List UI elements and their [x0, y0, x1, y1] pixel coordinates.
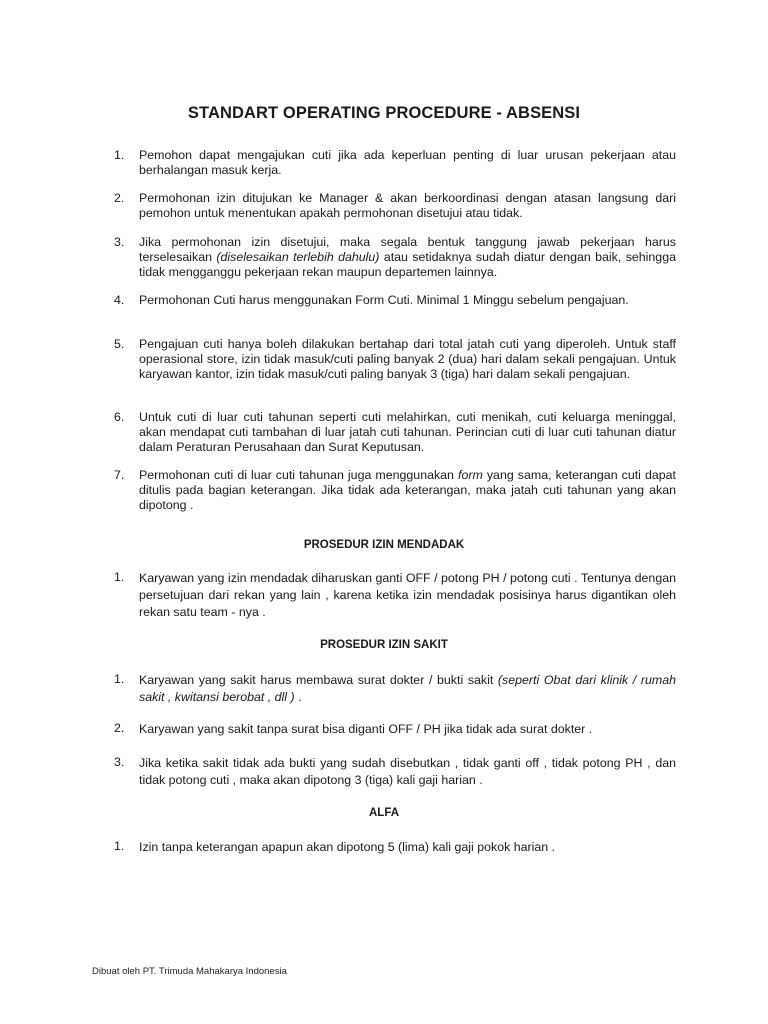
item-text: Permohonan cuti di luar cuti tahunan juga menggunakan form yang sama, keterangan cuti dapat ditulis pada bagian keterangan. Jika tidak ada keterangan, maka jatah cuti tahunan yang akan dipotong .	[139, 468, 676, 512]
item-number: 2.	[114, 191, 125, 205]
list-item	[114, 672, 676, 706]
item-number: 6.	[114, 410, 125, 424]
item-number: 1.	[114, 672, 125, 686]
item-number: 1.	[114, 839, 125, 853]
section-title-izin-mendadak: PROSEDUR IZIN MENDADAK	[303, 539, 465, 551]
item-text: Karyawan yang sakit tanpa surat bisa diganti OFF / PH jika tidak ada surat dokter .	[139, 722, 593, 736]
list-item	[114, 570, 676, 621]
item-text: Untuk cuti di luar cuti tahunan seperti cuti melahirkan, cuti menikah, cuti keluarga meninggal, akan mendapat cuti tambahan di luar jatah cuti tahunan. Perincian cuti di luar cuti tahunan diatur dalam Peraturan Perusahaan dan Surat Keputusan.	[139, 410, 676, 454]
item-text: Jika permohonan izin disetujui, maka segala bentuk tanggung jawab pekerjaan harus terselesaikan (diselesaikan terlebih dahulu) atau setidaknya sudah diatur dengan baik, sehingga tidak mengganggu pekerjaan rekan maupun departemen lainnya.	[139, 235, 676, 279]
list-item	[114, 755, 676, 789]
item-text: Pengajuan cuti hanya boleh dilakukan bertahap dari total jatah cuti yang diperoleh. Untuk staff operasional store, izin tidak masuk/cuti paling banyak 2 (dua) hari dalam sekali pengajuan. Untuk karyawan kantor, izin tidak masuk/cuti paling banyak 3 (tiga) hari dalam sekali pengajuan.	[139, 337, 676, 381]
list-item	[114, 235, 676, 279]
item-text: Izin tanpa keterangan apapun akan dipotong 5 (lima) kali gaji pokok harian .	[139, 840, 556, 854]
item-number: 1.	[114, 570, 125, 584]
list-item	[114, 468, 676, 512]
item-text: Jika ketika sakit tidak ada bukti yang sudah disebutkan , tidak ganti off , tidak potong PH , dan tidak potong cuti , maka akan dipotong 3 (tiga) kali gaji harian .	[139, 756, 676, 787]
document-title: STANDART OPERATING PROCEDURE - ABSENSI	[187, 104, 581, 122]
list-item	[114, 337, 676, 381]
list-item	[114, 839, 676, 856]
item-text: Karyawan yang sakit harus membawa surat dokter / bukti sakit (seperti Obat dari klinik / rumah sakit , kwitansi berobat , dll ) .	[139, 673, 676, 704]
item-number: 5.	[114, 337, 125, 351]
footer-text: Dibuat oleh PT. Trimuda Mahakarya Indonesia	[92, 966, 287, 977]
list-item	[114, 148, 676, 178]
item-text: Karyawan yang izin mendadak diharuskan ganti OFF / potong PH / potong cuti . Tentunya dengan persetujuan dari rekan yang lain , karena ketika izin mendadak posisinya harus digantikan oleh rekan satu team - nya .	[139, 571, 676, 619]
list-item	[114, 410, 676, 454]
item-number: 3.	[114, 235, 125, 249]
list-item	[114, 293, 676, 308]
list-item	[114, 191, 676, 221]
item-number: 2.	[114, 721, 125, 735]
item-text: Permohonan Cuti harus menggunakan Form Cuti. Minimal 1 Minggu sebelum pengajuan.	[139, 293, 629, 307]
item-number: 4.	[114, 293, 125, 307]
item-text: Permohonan izin ditujukan ke Manager & akan berkoordinasi dengan atasan langsung dari pemohon untuk menentukan apakah permohonan disetujui atau tidak.	[139, 191, 676, 220]
list-item	[114, 721, 676, 738]
item-number: 7.	[114, 468, 125, 482]
section-title-izin-sakit: PROSEDUR IZIN SAKIT	[320, 639, 448, 651]
item-number: 1.	[114, 148, 125, 162]
item-text: Pemohon dapat mengajukan cuti jika ada keperluan penting di luar urusan pekerjaan atau berhalangan masuk kerja.	[139, 148, 676, 177]
item-number: 3.	[114, 755, 125, 769]
section-title-alfa: ALFA	[368, 807, 400, 819]
